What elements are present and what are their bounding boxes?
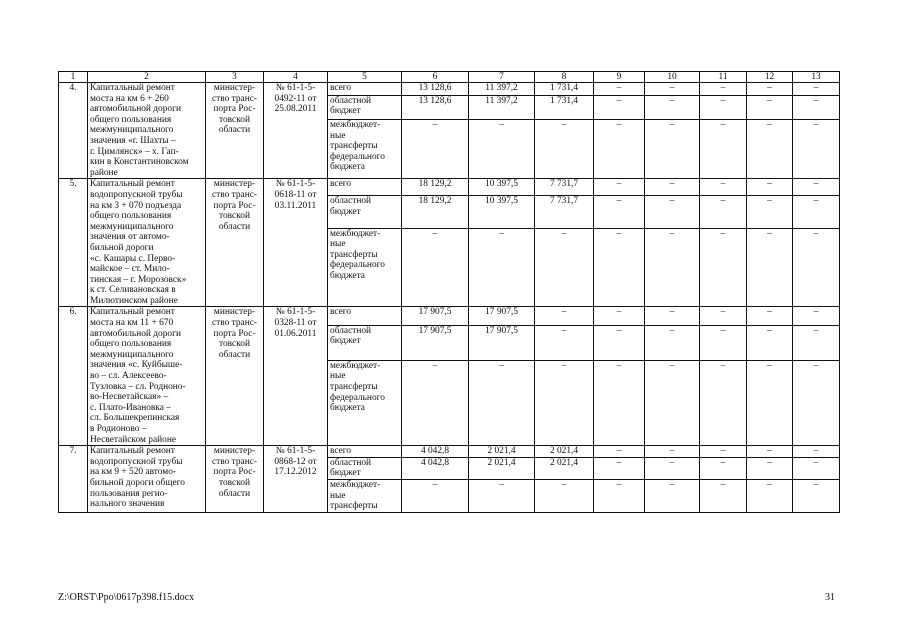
organization	[206, 446, 264, 513]
text-line: Капитальный ремонт	[90, 307, 175, 318]
value-cell: –	[747, 325, 793, 360]
text-line: 01.06.2011	[274, 328, 317, 339]
text-line: автомобильной дороги	[90, 328, 181, 339]
value-cell: –	[747, 446, 793, 458]
table-row	[59, 446, 840, 458]
text-line: значения «г. Шахты –	[90, 135, 176, 146]
value-cell: 17 907,5	[402, 325, 469, 360]
text-line: сл. Большекрепинская	[90, 413, 180, 424]
text-line: областной	[330, 457, 372, 468]
table-row	[59, 83, 840, 96]
value-cell: –	[645, 179, 700, 196]
text-line: 03.11.2011	[274, 200, 317, 211]
text-line: федерального	[330, 392, 385, 403]
text-line: Тузловка – сл. Родноно-	[90, 381, 186, 392]
value-cell: –	[645, 95, 700, 119]
table-row	[59, 179, 840, 196]
organization	[206, 179, 264, 307]
text-line: Капитальный ремонт	[90, 83, 175, 93]
value-cell: 13 128,6	[402, 83, 469, 96]
value-cell: –	[747, 457, 793, 479]
text-line: майское – ст. Мило-	[90, 264, 170, 275]
value-cell: –	[402, 120, 469, 179]
value-cell: 10 397,5	[469, 196, 535, 228]
text-line: 0328-11 от	[274, 318, 317, 329]
value-cell: –	[594, 479, 645, 512]
value-cell: –	[402, 479, 469, 512]
value-cell: –	[645, 83, 700, 96]
row-number: 7.	[59, 446, 88, 513]
text-line: г. Цимлянск» – х. Гап-	[90, 146, 179, 157]
text-line: областной	[330, 196, 372, 207]
value-cell: 11 397,2	[469, 95, 535, 119]
row-number: 5.	[59, 179, 88, 307]
text-line: значения от автомо-	[90, 232, 170, 243]
value-cell: –	[747, 83, 793, 96]
value-cell: –	[700, 325, 747, 360]
value-cell: –	[469, 360, 535, 445]
text-line: моста на км 6 + 260	[90, 93, 169, 104]
text-line: кин в Константиновском	[90, 157, 189, 168]
value-cell: –	[793, 179, 840, 196]
value-cell: –	[535, 479, 594, 512]
value-cell: –	[535, 307, 594, 325]
text-line: межбюджет-	[330, 120, 381, 131]
header-cell: 11	[700, 72, 747, 83]
value-cell: –	[645, 228, 700, 307]
value-cell: –	[700, 228, 747, 307]
text-line: товской	[219, 477, 250, 488]
value-cell: –	[594, 325, 645, 360]
expertise-doc	[264, 83, 328, 179]
text-line: на км 9 + 520 автомо-	[90, 467, 176, 478]
value-cell: –	[793, 307, 840, 325]
text-line: товской	[219, 114, 250, 125]
value-cell: –	[700, 457, 747, 479]
text-line: 0492-11 от	[274, 93, 317, 104]
value-cell: –	[747, 360, 793, 445]
value-cell: –	[747, 95, 793, 119]
text-line: ные	[330, 371, 346, 382]
value-cell: –	[793, 228, 840, 307]
header-cell: 7	[469, 72, 535, 83]
header-row	[59, 72, 840, 83]
text-line: межмуниципального	[90, 125, 174, 136]
table-row	[59, 307, 840, 325]
value-cell: 2 021,4	[535, 457, 594, 479]
text-line: общего пользования	[90, 339, 172, 350]
value-cell: –	[645, 457, 700, 479]
value-cell: –	[645, 196, 700, 228]
text-line: ство транс-	[211, 318, 257, 329]
text-line: межбюджет-	[330, 228, 381, 239]
text-line: всего	[330, 83, 352, 93]
text-line: межбюджет-	[330, 360, 381, 371]
header-cell: 1	[59, 72, 88, 83]
text-line: порта Рос-	[213, 104, 256, 115]
text-line: всего	[330, 179, 352, 190]
text-line: министер-	[213, 307, 256, 318]
value-cell: –	[793, 83, 840, 96]
funding-source	[328, 446, 402, 458]
value-cell: –	[793, 360, 840, 445]
text-line: министер-	[213, 446, 256, 457]
text-line: во – сл. Алексеево-	[90, 371, 167, 382]
value-cell: –	[700, 479, 747, 512]
page-number: 31	[825, 592, 835, 603]
text-line: нального значения	[90, 499, 165, 510]
text-line: порта Рос-	[213, 200, 256, 211]
text-line: всего	[330, 446, 352, 457]
organization	[206, 83, 264, 179]
text-line: бюджет	[330, 206, 361, 217]
organization	[206, 307, 264, 446]
value-cell: 4 042,8	[402, 446, 469, 458]
header-cell: 8	[535, 72, 594, 83]
text-line: области	[218, 125, 251, 136]
value-cell: –	[594, 179, 645, 196]
text-line: бюджета	[330, 403, 365, 414]
text-line: во-Несветайская» –	[90, 392, 169, 403]
text-line: области	[218, 221, 251, 232]
value-cell: –	[700, 179, 747, 196]
header-cell: 12	[747, 72, 793, 83]
value-cell: 17 907,5	[469, 325, 535, 360]
value-cell: –	[700, 360, 747, 445]
text-line: пользования регио-	[90, 488, 168, 499]
text-line: трансферты	[330, 249, 378, 260]
footer-filename: Z:\ORST\Ppo\0617p398.f15.docx	[58, 592, 195, 603]
text-line: автомобильной дороги	[90, 104, 181, 115]
value-cell: –	[700, 95, 747, 119]
project-name	[88, 307, 206, 446]
text-line: районе	[90, 167, 118, 178]
text-line: всего	[330, 307, 352, 318]
text-line: ные	[330, 490, 346, 501]
text-line: № 61-1-5-	[275, 83, 316, 93]
value-cell: –	[700, 307, 747, 325]
text-line: с. Плато-Ивановка –	[90, 402, 171, 413]
text-line: ство транс-	[211, 93, 257, 104]
text-line: моста на км 11 + 670	[90, 318, 174, 329]
value-cell: –	[747, 228, 793, 307]
header-cell: 10	[645, 72, 700, 83]
value-cell: –	[594, 228, 645, 307]
text-line: № 61-1-5-	[275, 307, 316, 318]
text-line: областной	[330, 325, 372, 336]
value-cell: –	[402, 228, 469, 307]
text-line: Капитальный ремонт	[90, 446, 175, 457]
header-cell: 2	[88, 72, 206, 83]
text-line: ство транс-	[211, 189, 257, 200]
funding-source	[328, 179, 402, 196]
text-line: областной	[330, 95, 372, 106]
text-line: межбюджет-	[330, 479, 381, 490]
value-cell: –	[535, 120, 594, 179]
expertise-doc	[264, 446, 328, 513]
value-cell: –	[645, 360, 700, 445]
value-cell: –	[793, 446, 840, 458]
text-line: 17.12.2012	[274, 467, 317, 478]
funding-source	[328, 325, 402, 360]
text-line: № 61-1-5-	[275, 446, 316, 457]
value-cell: –	[793, 325, 840, 360]
header-cell: 5	[328, 72, 402, 83]
funding-source	[328, 95, 402, 119]
header-cell: 4	[264, 72, 328, 83]
funding-source	[328, 83, 402, 96]
value-cell: –	[594, 95, 645, 119]
row-number: 4.	[59, 83, 88, 179]
text-line: федерального	[330, 260, 385, 271]
text-line: бюджет	[330, 468, 361, 479]
value-cell: 2 021,4	[469, 446, 535, 458]
value-cell: –	[469, 479, 535, 512]
text-line: 25.08.2011	[274, 104, 317, 115]
text-line: трансферты	[330, 382, 378, 393]
text-line: области	[218, 488, 251, 499]
value-cell: –	[700, 120, 747, 179]
text-line: в Родионово –	[90, 424, 147, 434]
expertise-doc	[264, 179, 328, 307]
value-cell: 11 397,2	[469, 83, 535, 96]
value-cell: –	[747, 179, 793, 196]
value-cell: –	[793, 457, 840, 479]
value-cell: –	[594, 307, 645, 325]
header-cell: 3	[206, 72, 264, 83]
value-cell: –	[645, 325, 700, 360]
header-cell: 6	[402, 72, 469, 83]
value-cell: 10 397,5	[469, 179, 535, 196]
value-cell: –	[793, 120, 840, 179]
project-name	[88, 446, 206, 513]
value-cell: –	[793, 196, 840, 228]
text-line: федерального	[330, 151, 385, 162]
value-cell: –	[645, 120, 700, 179]
text-line: № 61-1-5-	[275, 179, 316, 190]
value-cell: 1 731,4	[535, 95, 594, 119]
value-cell: –	[700, 83, 747, 96]
expertise-doc	[264, 307, 328, 446]
header-cell: 9	[594, 72, 645, 83]
value-cell: –	[793, 95, 840, 119]
value-cell: –	[469, 228, 535, 307]
value-cell: 13 128,6	[402, 95, 469, 119]
value-cell: –	[594, 360, 645, 445]
value-cell: 4 042,8	[402, 457, 469, 479]
budget-table	[58, 71, 840, 513]
text-line: межмуниципального	[90, 349, 174, 360]
value-cell: 18 129,2	[402, 196, 469, 228]
text-line: ство транс-	[211, 456, 257, 467]
value-cell: –	[700, 446, 747, 458]
text-line: трансферты	[330, 141, 378, 152]
value-cell: –	[469, 120, 535, 179]
value-cell: –	[747, 307, 793, 325]
funding-source	[328, 196, 402, 228]
text-line: порта Рос-	[213, 467, 256, 478]
text-line: области	[218, 349, 251, 360]
text-line: трансферты	[330, 501, 378, 512]
value-cell: –	[535, 228, 594, 307]
text-line: 0868-12 от	[274, 456, 317, 467]
text-line: Несветайском районе	[90, 434, 177, 445]
value-cell: –	[747, 120, 793, 179]
text-line: ные	[330, 130, 346, 141]
value-cell: –	[535, 360, 594, 445]
value-cell: –	[645, 479, 700, 512]
text-line: порта Рос-	[213, 328, 256, 339]
value-cell: 17 907,5	[469, 307, 535, 325]
text-line: бильной дороги общего	[90, 477, 185, 488]
value-cell: –	[594, 120, 645, 179]
value-cell: 2 021,4	[535, 446, 594, 458]
text-line: водопропускной трубы	[90, 189, 183, 200]
value-cell: –	[793, 479, 840, 512]
text-line: бюджета	[330, 271, 365, 282]
table-body	[59, 72, 840, 513]
value-cell: 17 907,5	[402, 307, 469, 325]
text-line: Милютинском районе	[90, 295, 178, 306]
row-number: 6.	[59, 307, 88, 446]
value-cell: 2 021,4	[469, 457, 535, 479]
text-line: на км 3 + 070 подъезда	[90, 200, 182, 211]
funding-source	[328, 360, 402, 445]
value-cell: 7 731,7	[535, 179, 594, 196]
value-cell: –	[594, 446, 645, 458]
text-line: 0618-11 от	[274, 189, 317, 200]
value-cell: –	[747, 479, 793, 512]
value-cell: –	[594, 457, 645, 479]
header-cell: 13	[793, 72, 840, 83]
project-name	[88, 179, 206, 307]
funding-source	[328, 228, 402, 307]
text-line: «с. Кашары с. Перво-	[90, 253, 176, 264]
value-cell: –	[594, 196, 645, 228]
text-line: товской	[219, 211, 250, 222]
text-line: к ст. Селивановская в	[90, 285, 176, 296]
value-cell: –	[700, 196, 747, 228]
funding-source	[328, 457, 402, 479]
text-line: бильной дороги	[90, 242, 154, 253]
value-cell: –	[402, 360, 469, 445]
text-line: бюджет	[330, 336, 361, 347]
text-line: общего пользования	[90, 211, 172, 222]
text-line: бюджета	[330, 162, 365, 173]
text-line: министер-	[213, 83, 256, 93]
value-cell: 7 731,7	[535, 196, 594, 228]
value-cell: 18 129,2	[402, 179, 469, 196]
text-line: водопропускной трубы	[90, 456, 183, 467]
value-cell: –	[535, 325, 594, 360]
value-cell: –	[645, 446, 700, 458]
text-line: Капитальный ремонт	[90, 179, 175, 190]
value-cell: 1 731,4	[535, 83, 594, 96]
text-line: ные	[330, 239, 346, 250]
text-line: общего пользования	[90, 114, 172, 125]
text-line: значения «с. Куйбыше-	[90, 360, 183, 371]
funding-source	[328, 307, 402, 325]
funding-source	[328, 479, 402, 512]
text-line: министер-	[213, 179, 256, 190]
value-cell: –	[747, 196, 793, 228]
value-cell: –	[645, 307, 700, 325]
text-line: бюджет	[330, 106, 361, 117]
text-line: товской	[219, 339, 250, 350]
funding-source	[328, 120, 402, 179]
text-line: межмуниципального	[90, 221, 174, 232]
value-cell: –	[594, 83, 645, 96]
project-name	[88, 83, 206, 179]
text-line: тинская – г. Морозовск»	[90, 274, 187, 285]
